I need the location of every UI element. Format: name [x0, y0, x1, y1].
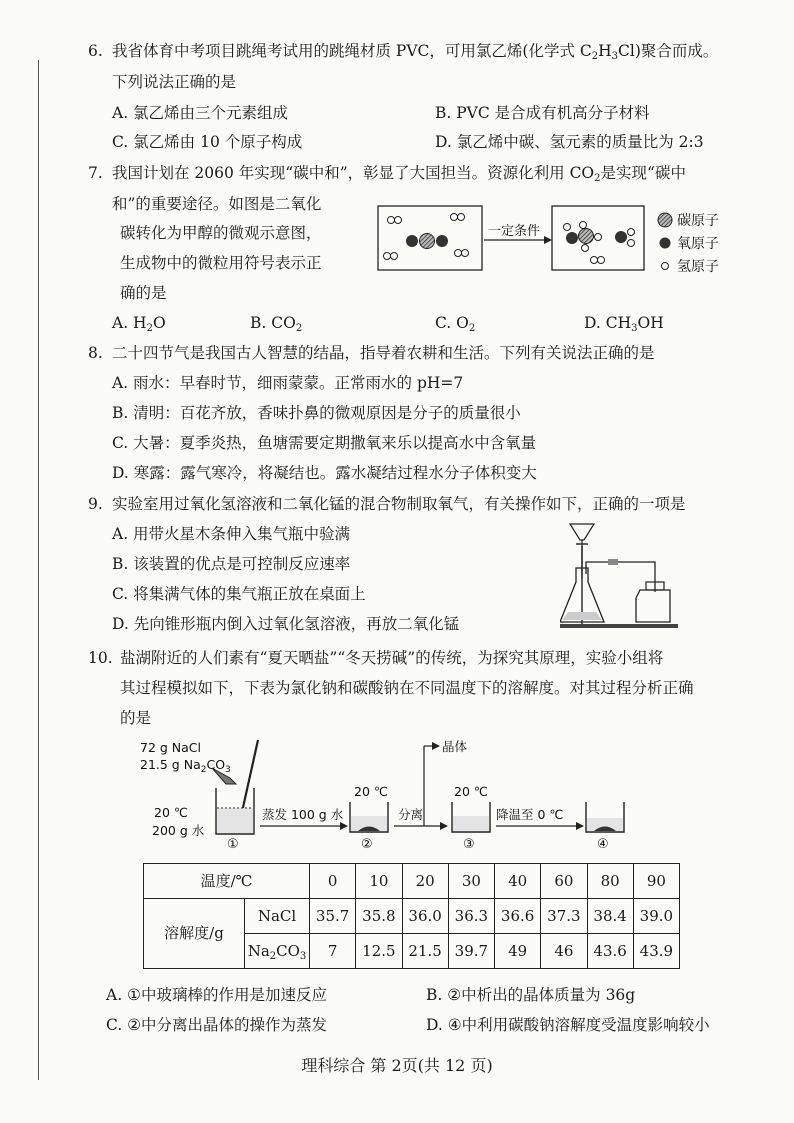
question-7-stem-line5: 确的是 [120, 284, 167, 302]
question-9-number: 9. [88, 495, 103, 513]
legend-carbon: 碳原子 [677, 213, 719, 229]
question-9-option-a: A. 用带火星木条伸入集气瓶中验满 [112, 525, 351, 543]
question-10-option-b: B. ②中析出的晶体质量为 36g [426, 986, 636, 1004]
question-7-option-c: C. $O_2$ [435, 314, 476, 334]
question-7-number: 7. [88, 164, 103, 182]
header-label: 温度/℃ [144, 864, 310, 899]
na2co3-cell: 43.6 [587, 934, 633, 969]
svg-text:晶体: 晶体 [442, 739, 468, 754]
svg-text:④: ④ [597, 837, 609, 850]
svg-text:20 ℃: 20 ℃ [354, 784, 388, 799]
temp-cell: 90 [633, 864, 679, 899]
question-9-stem: 实验室用过氧化氢溶液和二氧化锰的混合物制取氧气，有关操作如下，正确的一项是 [112, 495, 686, 513]
question-6-option-d: D. 氯乙烯中碳、氢元素的质量比为 2:3 [435, 133, 704, 151]
question-6-stem-line2: 下列说法正确的是 [112, 73, 237, 91]
na2co3-cell: 12.5 [356, 934, 402, 969]
nacl-cell: 38.4 [587, 899, 633, 934]
question-7-stem-line2: 和”的重要途径。如图是二氧化 [112, 195, 322, 213]
table-row [144, 864, 680, 899]
temp-cell: 10 [356, 864, 402, 899]
question-7-stem-line4: 生成物中的微粒用符号表示正 [120, 254, 322, 272]
question-9-option-d: D. 先向锥形瓶内倒入过氧化氢溶液，再放二氧化锰 [112, 615, 460, 633]
question-10-number: 10. [88, 649, 113, 667]
solubility-table [143, 863, 680, 969]
question-10-stem-line2: 其过程模拟如下，下表为氯化钠和碳酸钠在不同温度下的溶解度。对其过程分析正确 [120, 679, 694, 697]
temp-cell: 30 [448, 864, 494, 899]
svg-text:分离: 分离 [398, 807, 424, 822]
svg-text:20 ℃: 20 ℃ [154, 805, 188, 820]
page-footer: 理科综合 第 2页(共 12 页) [301, 1056, 493, 1075]
question-10-option-d: D. ④中利用碳酸钠溶解度受温度影响较小 [426, 1016, 710, 1034]
question-9-option-b: B. 该装置的优点是可控制反应速率 [112, 555, 351, 573]
na2co3-label: $Na_2CO_3$ [245, 934, 310, 969]
nacl-cell: 35.8 [356, 899, 402, 934]
question-6-option-a: A. 氯乙烯由三个元素组成 [112, 104, 289, 122]
question-7-option-d: D. $CH_3OH$ [584, 314, 664, 334]
svg-text:72 g NaCl: 72 g NaCl [140, 740, 201, 755]
question-10-stem-line3: 的是 [120, 709, 152, 727]
question-8-number: 8. [88, 344, 103, 362]
svg-text:20 ℃: 20 ℃ [454, 784, 488, 799]
question-10-option-a: A. ①中玻璃棒的作用是加速反应 [106, 986, 327, 1004]
question-6-option-b: B. PVC 是合成有机高分子材料 [435, 104, 650, 122]
question-6-stem-line1: 我省体育中考项目跳绳考试用的跳绳材质 PVC，可用氯乙烯(化学式 $C_2H_3Cl$)聚合而成。 [112, 42, 719, 62]
oxygen-apparatus-diagram [560, 518, 685, 638]
na2co3-cell: 49 [495, 934, 541, 969]
svg-text:200 g 水: 200 g 水 [152, 823, 205, 838]
arrow-label: 一定条件 [488, 224, 541, 239]
nacl-cell: 39.0 [633, 899, 679, 934]
svg-text:②: ② [361, 837, 373, 850]
question-8-option-d: D. 寒露：露气寒冷，将凝结也。露水凝结过程水分子体积变大 [112, 464, 537, 482]
temp-cell: 20 [402, 864, 448, 899]
nacl-cell: 36.3 [448, 899, 494, 934]
question-7-stem-line1: 我国计划在 2060 年实现“碳中和”，彰显了大国担当。资源化利用 $CO_2$是实现“碳中 [112, 164, 686, 184]
legend-hydrogen: 氢原子 [677, 259, 719, 275]
svg-text:21.5 g Na2CO3: 21.5 g $Na_2CO_3$ [140, 757, 231, 775]
question-9-option-c: C. 将集满气体的集气瓶正放在桌面上 [112, 585, 366, 603]
nacl-cell: 37.3 [541, 899, 587, 934]
legend-oxygen: 氧原子 [677, 236, 719, 252]
question-7-option-b: B. $CO_2$ [250, 314, 303, 334]
svg-text:①: ① [227, 837, 239, 850]
temp-cell: 60 [541, 864, 587, 899]
margin-line [38, 60, 39, 1080]
question-6-option-c: C. 氯乙烯由 10 个原子构成 [112, 133, 303, 151]
svg-text:蒸发 100 g 水: 蒸发 100 g 水 [262, 807, 344, 822]
na2co3-cell: 7 [310, 934, 356, 969]
question-7-stem-line3: 碳转化为甲醇的微观示意图， [120, 224, 322, 242]
svg-text:③: ③ [463, 837, 475, 850]
nacl-label: NaCl [245, 899, 310, 934]
question-7-micro-diagram [372, 196, 732, 286]
temp-cell: 80 [587, 864, 633, 899]
question-10-option-c: C. ②中分离出晶体的操作为蒸发 [106, 1016, 328, 1034]
question-10-process-diagram [140, 738, 660, 850]
question-10-stem-line1: 盐湖附近的人们素有“夏天晒盐”“冬天捞碱”的传统，为探究其原理，实验小组将 [120, 649, 664, 667]
question-8-option-c: C. 大暑：夏季炎热，鱼塘需要定期撒氧来乐以提高水中含氧量 [112, 434, 537, 452]
na2co3-cell: 46 [541, 934, 587, 969]
na2co3-cell: 21.5 [402, 934, 448, 969]
nacl-cell: 36.6 [495, 899, 541, 934]
temp-cell: 40 [495, 864, 541, 899]
table-row [144, 899, 680, 934]
na2co3-cell: 43.9 [633, 934, 679, 969]
temp-cell: 0 [310, 864, 356, 899]
question-8-option-b: B. 清明：百花齐放，香味扑鼻的微观原因是分子的质量很小 [112, 404, 521, 422]
svg-text:降温至 0 ℃: 降温至 0 ℃ [496, 807, 564, 822]
na2co3-cell: 39.7 [448, 934, 494, 969]
question-8-option-a: A. 雨水：早春时节，细雨蒙蒙。正常雨水的 pH=7 [112, 374, 464, 392]
question-6-number: 6. [88, 42, 103, 60]
question-8-stem: 二十四节气是我国古人智慧的结晶，指导着农耕和生活。下列有关说法正确的是 [112, 344, 655, 362]
nacl-cell: 36.0 [402, 899, 448, 934]
solubility-label: 溶解度/g [144, 899, 245, 969]
nacl-cell: 35.7 [310, 899, 356, 934]
question-7-option-a: A. $H_2O$ [112, 314, 166, 334]
